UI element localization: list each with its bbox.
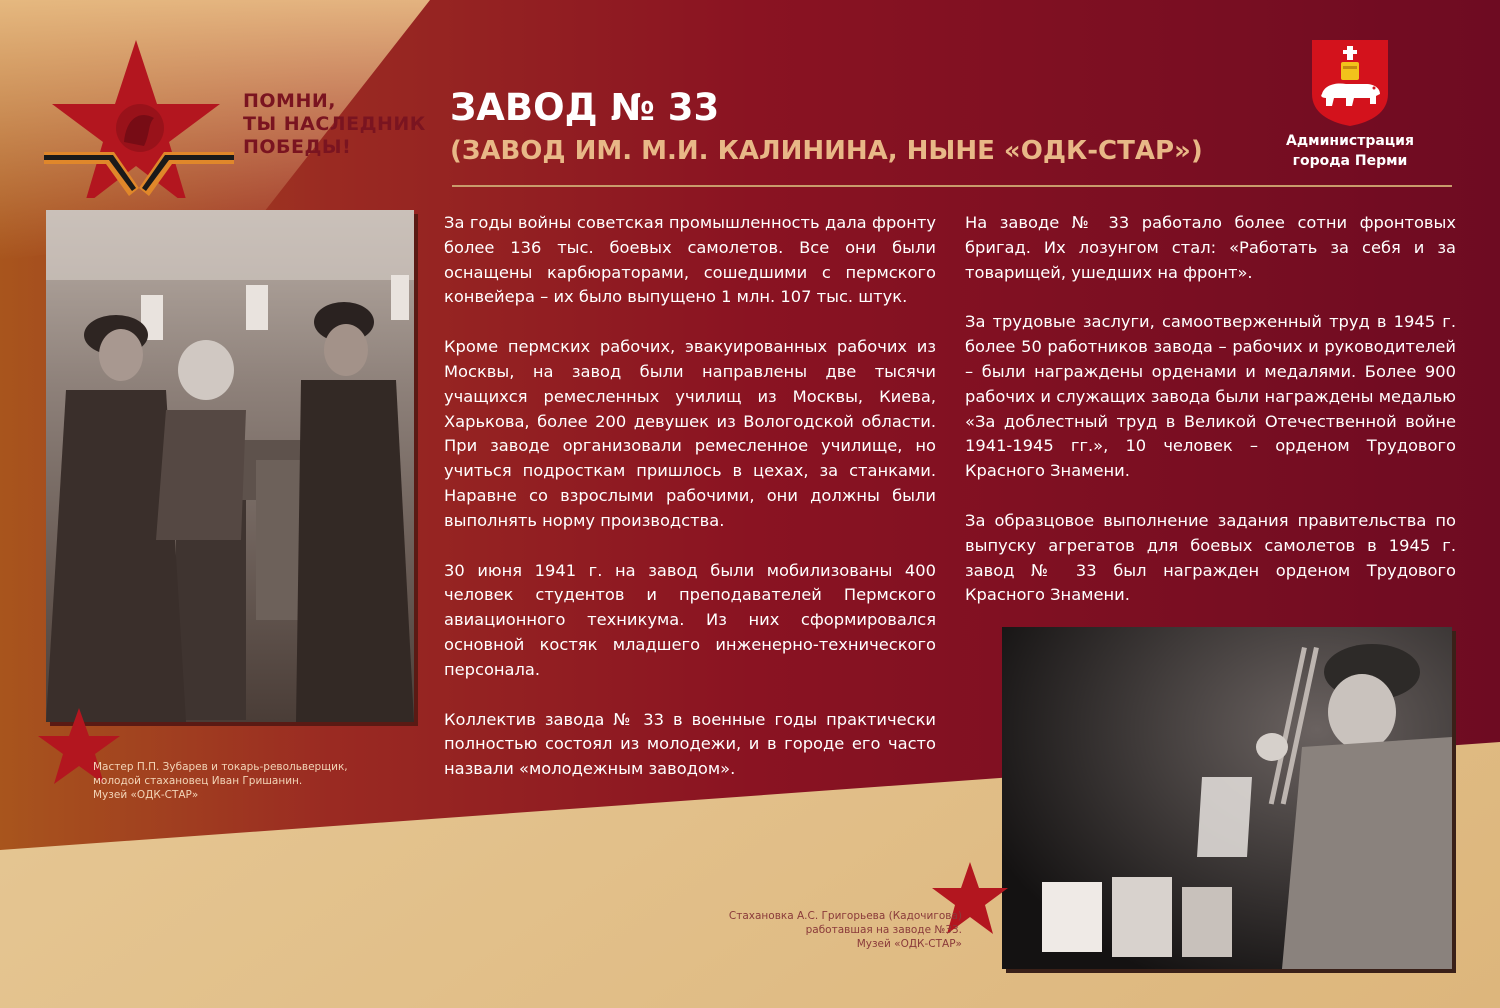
paragraph: На заводе № 33 работало более сотни фронтовых бригад. Их лозунгом стал: «Работать за себя и за товарищей, ушедших на фронт». <box>965 213 1456 282</box>
caption-line: работавшая на заводе №33. <box>805 924 962 936</box>
paragraph: За образцовое выполнение задания правительства по выпуску агрегатов для боевых самолетов в 1945 г. завод № 33 был награжден орденом Трудового Красного Знамени. <box>965 510 1456 605</box>
page-title: ЗАВОД № 33 <box>450 86 720 129</box>
caption-line: Музей «ОДК-СТАР» <box>93 789 199 801</box>
st-george-ribbon-icon <box>44 144 234 200</box>
paragraph: Коллектив завода № 33 в военные годы практически полностью состоял из молодежи, и в городе его часто назвали «молодежным заводом». <box>444 709 936 779</box>
text-column-right <box>965 211 1456 633</box>
administration-label <box>1272 131 1428 171</box>
left-photo-caption <box>93 760 393 802</box>
perm-coat-of-arms-icon <box>1310 38 1390 128</box>
caption-line: Мастер П.П. Зубарев и токарь-револьверщик, <box>93 761 348 773</box>
slogan-line-1: ПОМНИ, <box>243 90 336 112</box>
title-divider <box>452 185 1452 187</box>
right-photo-caption <box>700 909 962 951</box>
admin-line-1: Администрация <box>1286 133 1414 149</box>
caption-line: Стахановка А.С. Григорьева (Кадочигова) <box>728 910 962 922</box>
paragraph: За трудовые заслуги, самоотверженный труд в 1945 г. более 50 работников завода – рабочих и руководителей – были награждены орденами и медалями. Более 900 рабочих и служащих завода были награждены медалью «За доблестный труд в Великой Отечественной войне 1941-1945 гг.», 10 человек – орденом Трудового Красного Знамени. <box>965 312 1456 481</box>
slogan-line-2: ТЫ НАСЛЕДНИК <box>243 113 426 135</box>
page-subtitle: (ЗАВОД ИМ. М.И. КАЛИНИНА, НЫНЕ «ОДК-СТАР») <box>450 136 1203 166</box>
slogan <box>243 90 426 159</box>
caption-line: молодой стахановец Иван Гришанин. <box>93 775 303 787</box>
paragraph: 30 июня 1941 г. на завод были мобилизованы 400 человек студентов и преподавателей Пермского авиационного техникума. Из них сформировался основной костяк младшего инженерно-технического персонала. <box>444 560 936 679</box>
caption-line: Музей «ОДК-СТАР» <box>856 938 962 950</box>
paragraph: Кроме пермских рабочих, эвакуированных рабочих из Москвы, на завод были направлены две тысячи учащихся ремесленных училищ из Москвы, Киева, Харькова, более 200 девушек из Вологодской области. При заводе организовали ремесленное училище, но учиться подросткам пришлось в цехах, за станками. Наравне со взрослыми рабочими, они должны были выполнять норму производства. <box>444 337 936 530</box>
factory-workers-photo <box>46 210 414 722</box>
slogan-line-3: ПОБЕДЫ! <box>243 136 352 158</box>
text-column-left <box>444 211 936 807</box>
admin-line-2: города Перми <box>1292 153 1408 169</box>
stakhanovite-worker-photo <box>1002 627 1452 969</box>
paragraph: За годы войны советская промышленность дала фронту более 136 тыс. боевых самолетов. Все они были оснащены карбюраторами, сошедшими с пермского конвейера – их было выпущено 1 млн. 107 тыс. штук. <box>444 213 936 307</box>
